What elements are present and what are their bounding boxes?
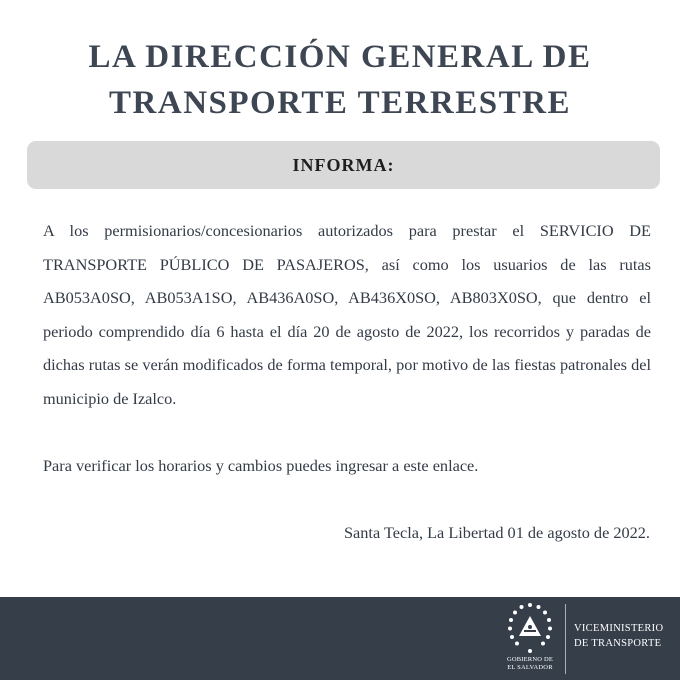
title-line-1: LA DIRECCIÓN GENERAL DE <box>88 39 592 75</box>
informa-banner <box>27 141 660 189</box>
notice-paragraph: A los permisionarios/concesionarios autorizados para prestar el SERVICIO DE TRANSPORTE PÚBLICO DE PASAJEROS, así como los usuarios de las rutas AB053A0SO, AB053A1SO, AB436A0SO, AB436X0SO, AB803X0SO, que dentro el periodo comprendido día 6 hasta el día 20 de agosto de 2022, los recorridos y paradas de dichas rutas se verán modificados de forma temporal, por motivo de las fiestas patronales del municipio de Izalco. <box>43 221 651 408</box>
verify-schedule-text: Para verificar los horarios y cambios puedes ingresar a este enlace. <box>43 456 479 475</box>
seal-caption-line-1: GOBIERNO DE <box>506 656 554 663</box>
signature-date: Santa Tecla, La Libertad 01 de agosto de 2022. <box>344 523 650 542</box>
seal-caption <box>500 656 560 672</box>
viceministry-line-2: DE TRANSPORTE <box>574 638 662 649</box>
title-line-2: TRANSPORTE TERRESTRE <box>109 85 571 121</box>
viceministry-line-1: VICEMINISTERIO <box>574 623 664 634</box>
page-title <box>0 34 680 126</box>
el-salvador-coat-of-arms-icon <box>502 600 558 656</box>
informa-label: INFORMA: <box>292 154 395 175</box>
notice-body <box>43 214 651 415</box>
seal-caption-line-2: EL SALVADOR <box>507 664 553 671</box>
footer-divider <box>565 604 566 674</box>
government-seal <box>500 600 560 680</box>
footer-bar <box>0 597 680 680</box>
viceministry-label <box>574 621 663 651</box>
